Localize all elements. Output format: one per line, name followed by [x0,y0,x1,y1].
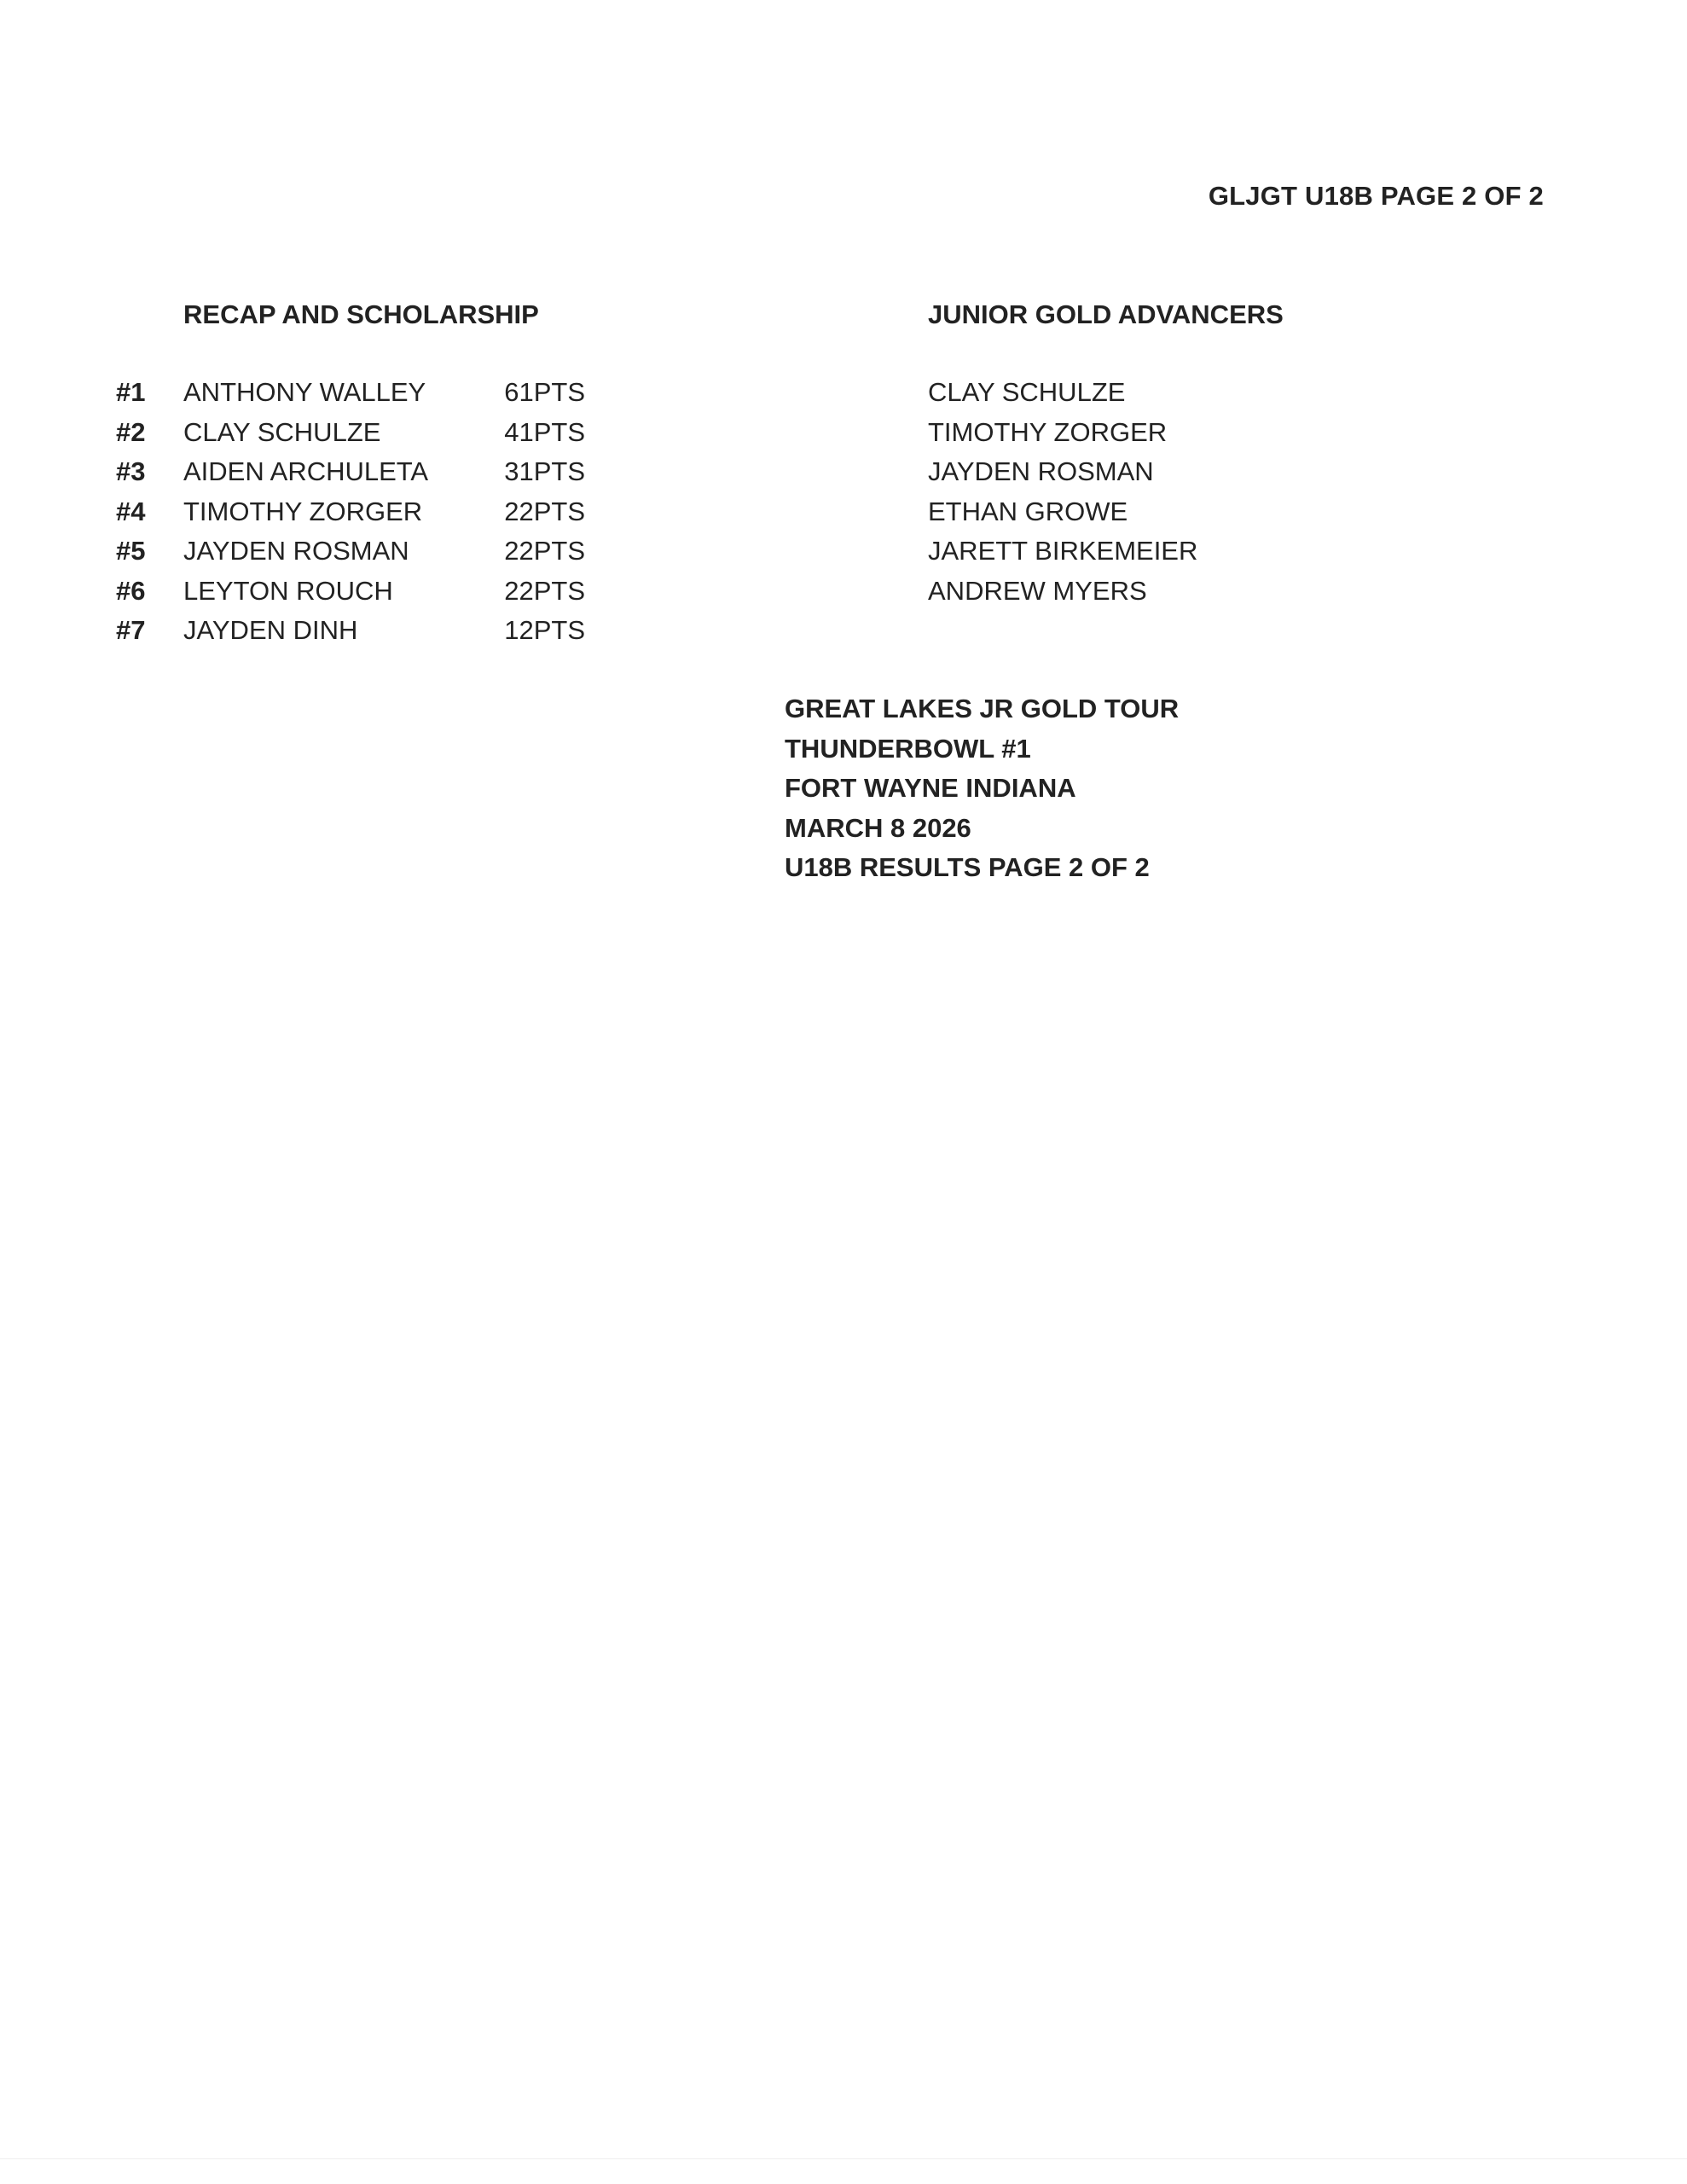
recap-points: 22PTS [504,496,585,526]
recap-player-name: JAYDEN DINH [183,615,358,645]
page-bottom-edge [0,2158,1687,2159]
recap-rank: #6 [116,575,146,606]
event-date: MARCH 8 2026 [785,812,971,843]
advancer-name: CLAY SCHULZE [928,377,1126,407]
advancers-list [928,377,1197,615]
recap-player-name: TIMOTHY ZORGER [183,496,423,526]
recap-rank: #2 [116,416,146,447]
advancer-name: ETHAN GROWE [928,496,1128,526]
event-info-block [785,694,1179,892]
event-name: THUNDERBOWL #1 [785,733,1031,764]
recap-points: 61PTS [504,377,585,407]
recap-player-name: LEYTON ROUCH [183,575,393,606]
advancers-section-title: JUNIOR GOLD ADVANCERS [928,299,1284,329]
recap-rank: #4 [116,496,146,526]
advancer-name: JAYDEN ROSMAN [928,456,1154,486]
recap-section-title: RECAP AND SCHOLARSHIP [183,299,539,329]
advancer-name: JARETT BIRKEMEIER [928,536,1198,566]
recap-rank: #7 [116,615,146,645]
recap-points: 31PTS [504,456,585,486]
recap-player-name: AIDEN ARCHULETA [183,456,429,486]
advancer-name: TIMOTHY ZORGER [928,416,1168,447]
event-results-label: U18B RESULTS PAGE 2 OF 2 [785,852,1150,882]
recap-points: 41PTS [504,416,585,447]
recap-rank: #3 [116,456,146,486]
event-tour-name: GREAT LAKES JR GOLD TOUR [785,694,1180,723]
recap-player-name: ANTHONY WALLEY [183,377,426,407]
recap-points: 12PTS [504,615,585,645]
recap-points: 22PTS [504,536,585,566]
event-location: FORT WAYNE INDIANA [785,773,1076,803]
advancer-name: ANDREW MYERS [928,575,1147,606]
page-header: GLJGT U18B PAGE 2 OF 2 [1208,181,1544,211]
recap-rank: #5 [116,536,146,566]
recap-points: 22PTS [504,575,585,606]
recap-player-name: JAYDEN ROSMAN [183,536,409,566]
recap-player-name: CLAY SCHULZE [183,416,381,447]
recap-rank: #1 [116,377,146,407]
